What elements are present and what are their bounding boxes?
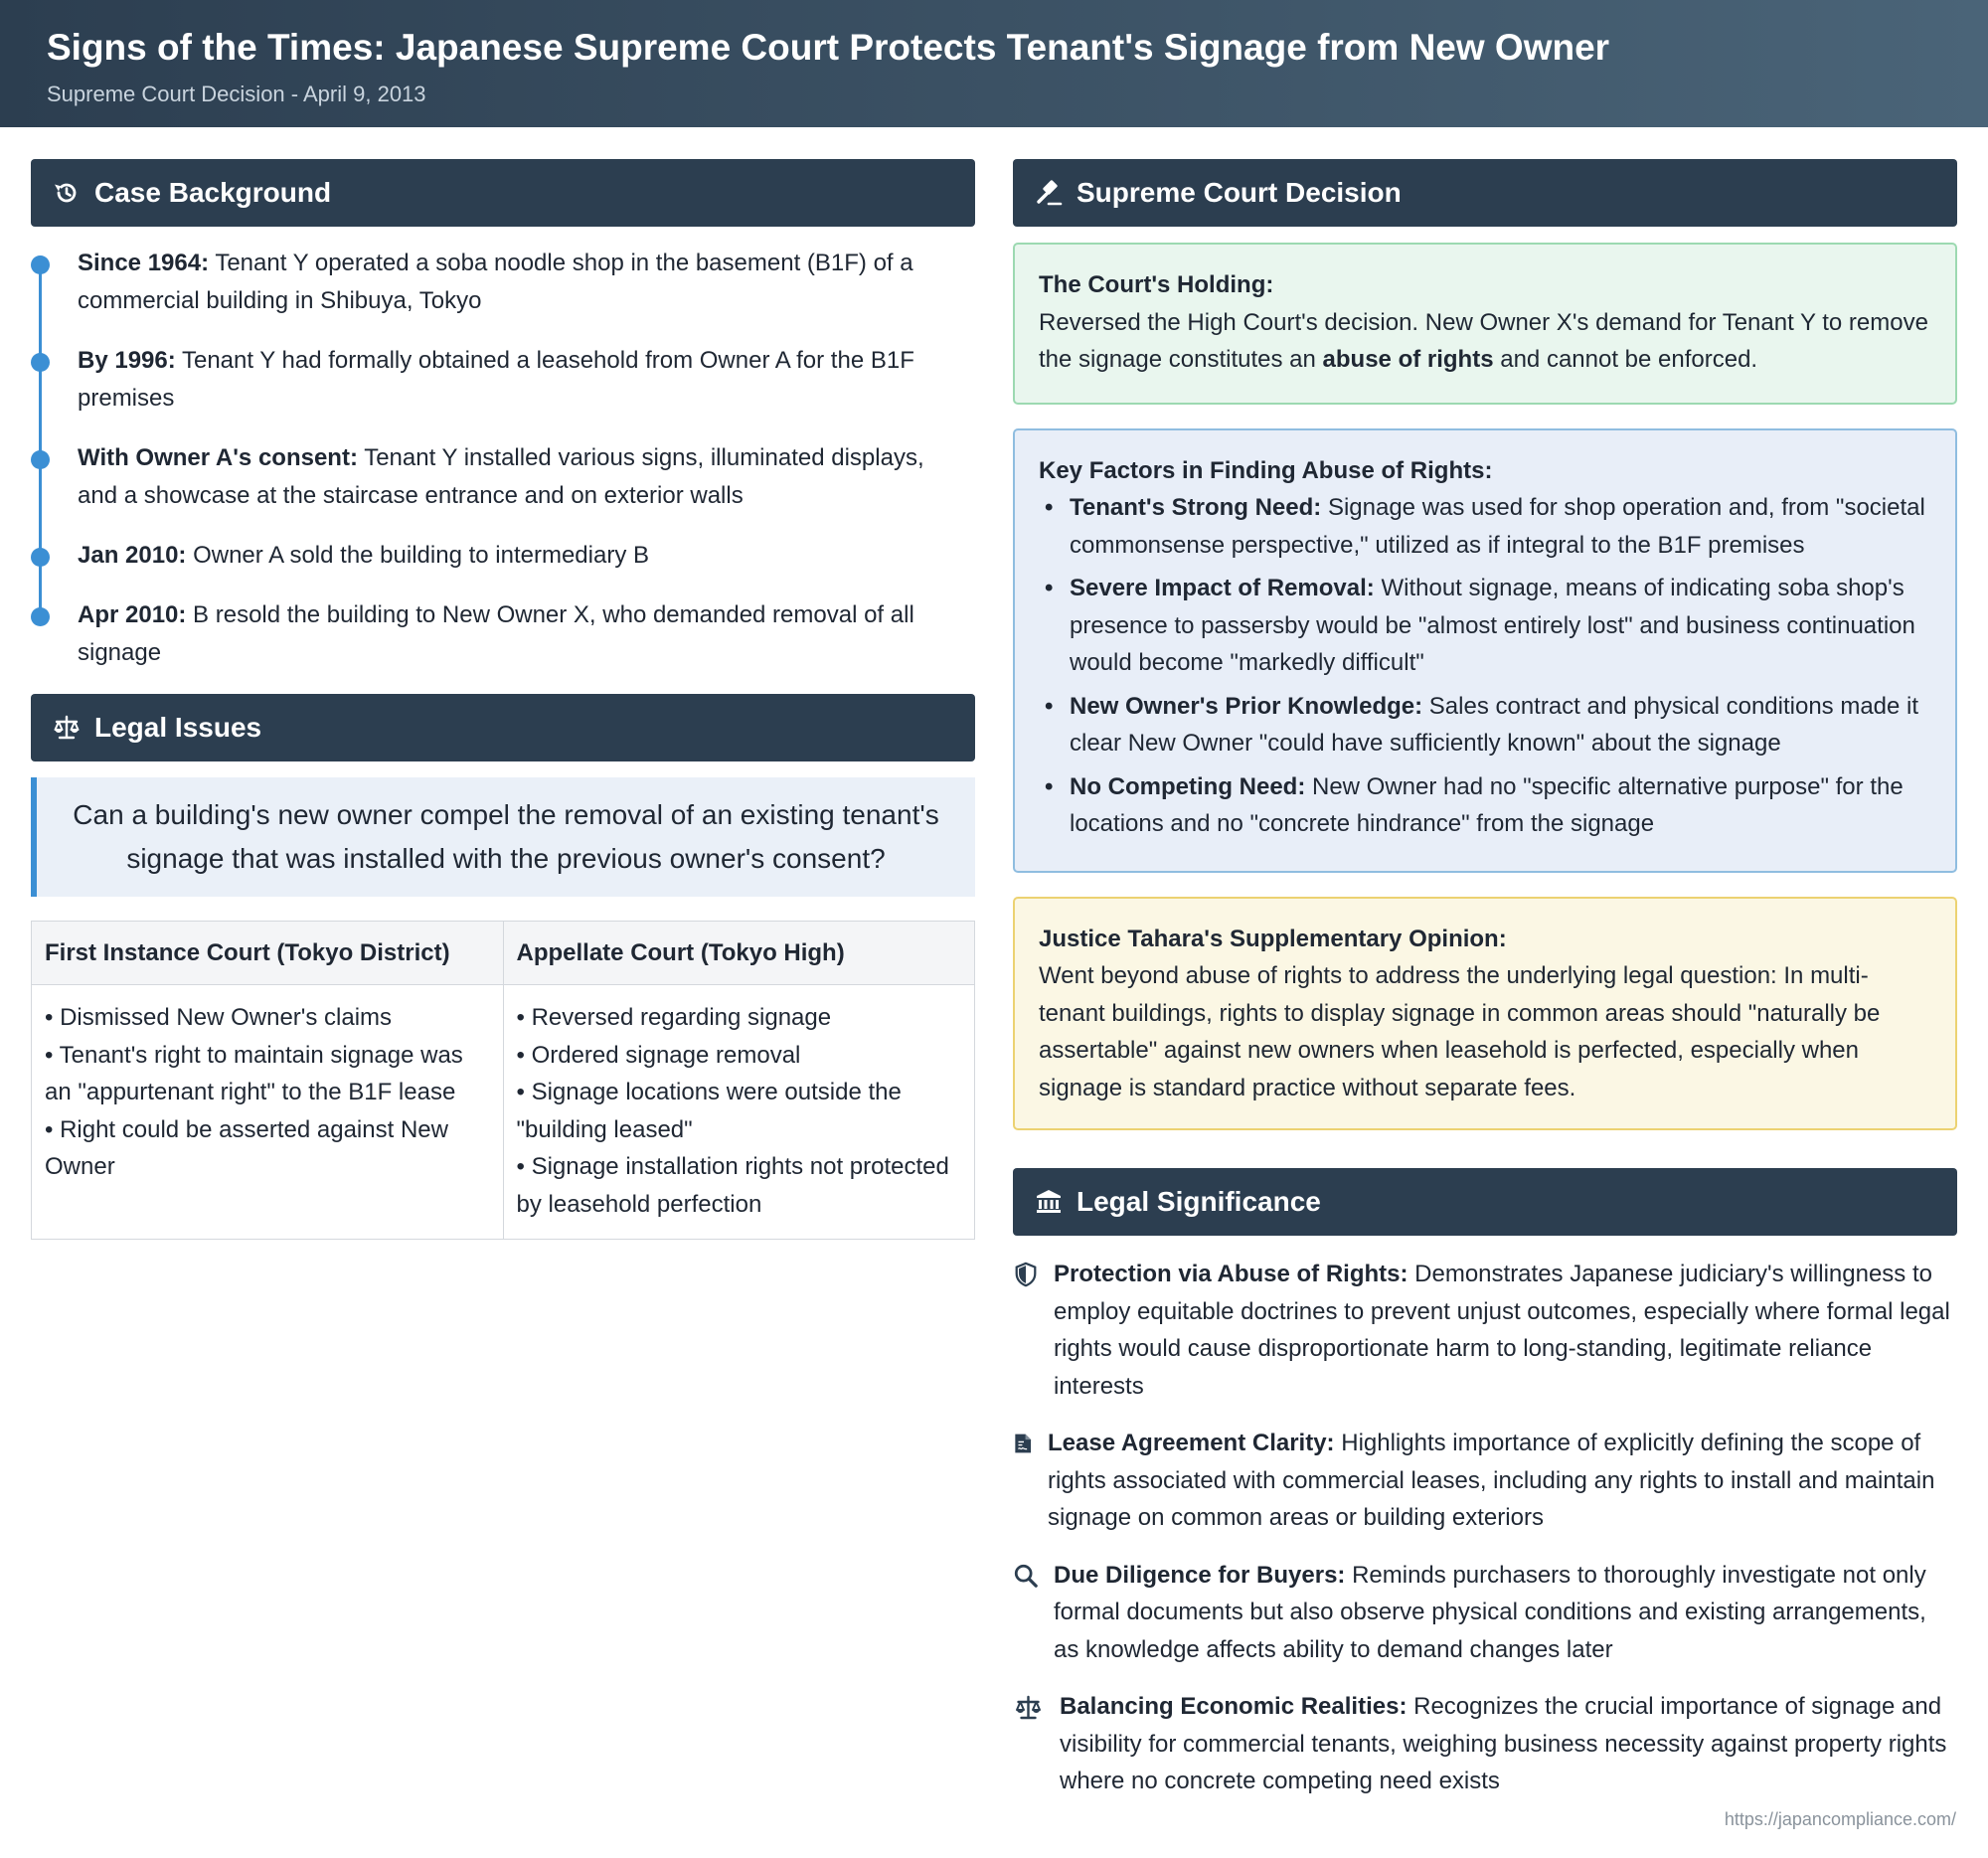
list-item — [1039, 768, 1931, 843]
decision-title: Supreme Court Decision — [1077, 177, 1402, 208]
legal-question: Can a building's new owner compel the removal of an existing tenant's signage that was installed with the previous owner's consent? — [31, 777, 975, 897]
history-icon — [53, 179, 81, 207]
significance-text: Highlights importance of explicitly defining the scope of rights associated with commercial leases, including any rights to install and maintain signage on common areas or building exteriors — [1048, 1430, 1935, 1531]
significance-text: Reminds purchasers to thoroughly investigate not only formal documents but also observe physical conditions and existing arrangements, as knowledge affects ability to demand changes later — [1054, 1561, 1926, 1663]
holding-text-end: and cannot be enforced. — [1493, 346, 1758, 373]
timeline-date: Jan 2010: — [78, 542, 187, 569]
appellate-cell — [503, 985, 975, 1240]
case-background-header — [31, 159, 975, 227]
timeline-text: Tenant Y installed various signs, illuminated displays, and a showcase at the staircase entrance and on exterior walls — [78, 444, 924, 509]
list-item — [1039, 688, 1931, 762]
list-item — [1039, 489, 1931, 564]
contract-icon — [1013, 1431, 1035, 1456]
list-item: • Reversed regarding signage — [516, 1004, 832, 1031]
factor-text: Signage was used for shop operation and, from "societal commonsense perspective," utilized as if integral to the B1F premises — [1070, 494, 1925, 559]
key-factors-list — [1039, 489, 1931, 843]
shield-icon — [1013, 1262, 1039, 1287]
timeline-dot — [31, 353, 50, 372]
decision-header — [1013, 159, 1957, 227]
timeline-text: Tenant Y had formally obtained a leasehold from Owner A for the B1F premises — [78, 347, 914, 412]
opinion-label: Justice Tahara's Supplementary Opinion: — [1039, 925, 1507, 952]
list-item: • Signage installation rights not protected by leasehold perfection — [516, 1153, 949, 1218]
significance-text: Recognizes the crucial importance of signage and visibility for commercial tenants, weighing business necessity against property rights where no concrete competing need exists — [1060, 1693, 1947, 1794]
gavel-icon — [1035, 179, 1063, 207]
significance-label: Lease Agreement Clarity: — [1048, 1430, 1335, 1456]
significance-label: Balancing Economic Realities: — [1060, 1693, 1408, 1720]
significance-item — [1013, 1557, 1957, 1669]
factor-label: New Owner's Prior Knowledge: — [1070, 692, 1423, 720]
significance-text: Demonstrates Japanese judiciary's willingness to employ equitable doctrines to prevent unjust outcomes, especially where formal legal rights would cause disproportionate harm to long-standing, legitimate reliance interests — [1054, 1261, 1950, 1400]
timeline-item — [78, 537, 975, 575]
list-item: • Dismissed New Owner's claims — [45, 1004, 393, 1031]
opinion-text: Went beyond abuse of rights to address the underlying legal question: In multi-tenant buildings, rights to display signage in common areas should "naturally be assertable" against new owners when leasehold is perfected, especially when signage is standard practice without separate fees. — [1039, 962, 1881, 1101]
factor-text: New Owner had no "specific alternative purpose" for the locations and no "concrete hindrance" from the signage — [1070, 772, 1904, 837]
holding-emphasis: abuse of rights — [1322, 346, 1494, 373]
list-item: • Tenant's right to maintain signage was an "appurtenant right" to the B1F lease — [45, 1041, 463, 1105]
search-icon — [1013, 1563, 1039, 1589]
key-factors-label: Key Factors in Finding Abuse of Rights: — [1039, 456, 1493, 484]
page-subtitle: Supreme Court Decision - April 9, 2013 — [47, 82, 426, 106]
timeline-date: With Owner A's consent: — [78, 444, 358, 471]
timeline-date: Since 1964: — [78, 250, 210, 276]
factor-label: Tenant's Strong Need: — [1070, 494, 1322, 521]
timeline-line — [39, 258, 42, 624]
table-header-row — [32, 922, 975, 985]
supplementary-opinion-box — [1013, 897, 1957, 1131]
first-instance-cell — [32, 985, 504, 1240]
holding-label: The Court's Holding: — [1039, 271, 1274, 298]
timeline-item — [78, 245, 975, 320]
list-item: • Ordered signage removal — [516, 1041, 801, 1069]
case-background-title: Case Background — [94, 177, 332, 208]
timeline-dot — [31, 607, 50, 626]
factor-text: Without signage, means of indicating soba shop's presence to passersby would be "almost entirely lost" and business continuation would become "markedly difficult" — [1070, 575, 1915, 676]
page-title: Signs of the Times: Japanese Supreme Court Protects Tenant's Signage from New Owner — [47, 27, 1610, 68]
holding-text: Reversed the High Court's decision. New Owner X's demand for Tenant Y to remove the signage constitutes an — [1039, 308, 1928, 373]
court-holding-box — [1013, 243, 1957, 405]
list-item: • Right could be asserted against New Owner — [45, 1115, 448, 1180]
timeline-item — [78, 439, 975, 515]
scale-icon — [1013, 1694, 1044, 1722]
appellate-header: Appellate Court (Tokyo High) — [503, 922, 975, 985]
right-column — [1013, 159, 1957, 1800]
significance-item — [1013, 1688, 1957, 1800]
legal-issues-title: Legal Issues — [94, 712, 262, 743]
legal-significance-title: Legal Significance — [1077, 1186, 1321, 1217]
timeline-text: B resold the building to New Owner X, who demanded removal of all signage — [78, 601, 914, 666]
timeline-dot — [31, 548, 50, 567]
timeline-date: By 1996: — [78, 347, 176, 374]
factor-label: No Competing Need: — [1070, 772, 1306, 800]
significance-label: Protection via Abuse of Rights: — [1054, 1261, 1408, 1287]
source-url: https://japancompliance.com/ — [1724, 1809, 1956, 1829]
significance-label: Due Diligence for Buyers: — [1054, 1561, 1346, 1589]
first-instance-header: First Instance Court (Tokyo District) — [32, 922, 504, 985]
table-row — [32, 985, 975, 1240]
timeline-text: Tenant Y operated a soba noodle shop in the basement (B1F) of a commercial building in Shibuya, Tokyo — [78, 250, 913, 314]
legal-issues-header — [31, 694, 975, 761]
factor-text: Sales contract and physical conditions made it clear New Owner "could have sufficiently known" about the signage — [1070, 692, 1919, 757]
list-item: • Signage locations were outside the "building leased" — [516, 1079, 902, 1143]
court-comparison-table — [31, 921, 975, 1240]
timeline-item — [78, 342, 975, 418]
landmark-icon — [1035, 1188, 1063, 1216]
significance-item — [1013, 1256, 1957, 1405]
page-header — [0, 0, 1988, 127]
timeline-item — [78, 596, 975, 672]
timeline-text: Owner A sold the building to intermediary B — [186, 542, 649, 569]
timeline-date: Apr 2010: — [78, 601, 187, 628]
scale-icon — [53, 714, 81, 742]
legal-significance-header — [1013, 1168, 1957, 1236]
case-timeline — [31, 245, 975, 672]
timeline-dot — [31, 450, 50, 469]
factor-label: Severe Impact of Removal: — [1070, 575, 1375, 601]
significance-item — [1013, 1425, 1957, 1537]
left-column — [31, 159, 975, 1240]
list-item — [1039, 570, 1931, 682]
key-factors-box — [1013, 428, 1957, 873]
timeline-dot — [31, 255, 50, 274]
